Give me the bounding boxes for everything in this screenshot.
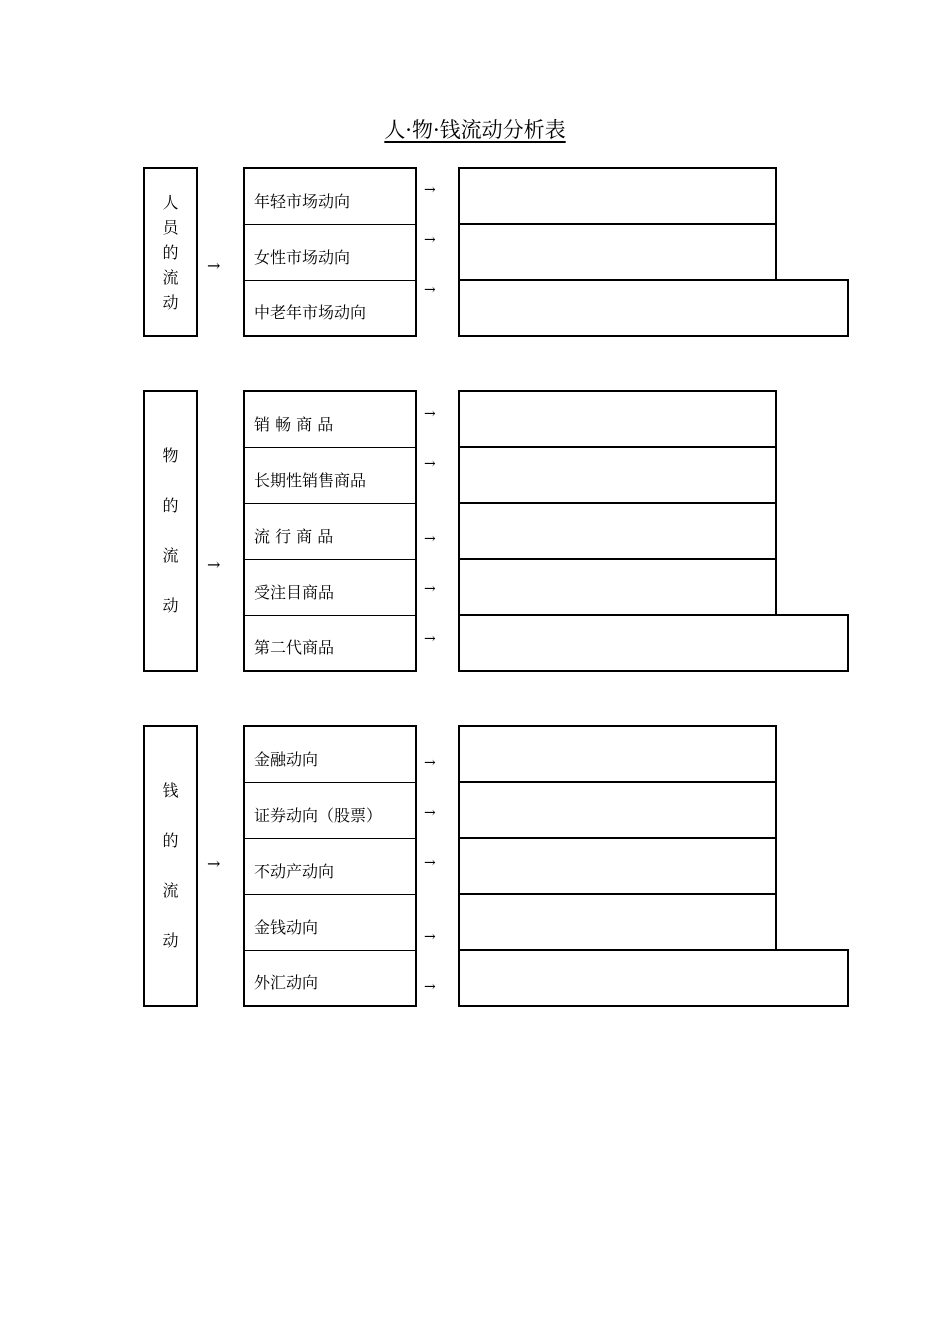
row-label: 金融动向 [245,727,415,783]
right-arrow-icon: → [424,581,436,597]
entry-field[interactable] [458,837,777,895]
row-label: 销 畅 商 品 [245,392,415,448]
vertical-char: 动 [162,931,179,950]
right-arrow-icon: → [424,182,436,198]
right-arrow-icon: → [424,929,436,945]
right-arrow-icon: → [207,256,221,275]
page-title: 人·物·钱流动分析表 [384,118,566,142]
right-arrow-icon: → [424,456,436,472]
vertical-char: 员 [162,217,179,237]
entry-field[interactable] [458,167,777,225]
row-label: 不动产动向 [245,839,415,895]
right-arrow-icon: → [207,555,221,574]
row-label: 金钱动向 [245,895,415,951]
people-flow-label [143,167,198,337]
row-label: 中老年市场动向 [254,303,367,322]
vertical-char: 的 [162,831,179,850]
vertical-char: 人 [162,192,179,212]
row-label: 外汇动向 [254,973,319,992]
row-label: 受注目商品 [245,560,415,616]
row-label: 流 行 商 品 [245,504,415,560]
goods-flow-label [143,390,198,672]
vertical-char: 流 [162,546,179,565]
right-arrow-icon: → [424,855,436,871]
vertical-char: 物 [162,446,179,465]
right-arrow-icon: → [207,854,221,873]
entry-field[interactable] [458,223,777,281]
right-arrow-icon: → [424,755,436,771]
entry-field[interactable] [458,781,777,839]
vertical-char: 的 [162,242,179,262]
vertical-char: 动 [162,292,179,312]
vertical-char: 流 [162,881,179,900]
row-label: 年轻市场动向 [245,169,415,225]
goods-row-labels [243,390,417,672]
row-label: 第二代商品 [254,638,335,657]
entry-field[interactable] [458,725,777,783]
entry-field[interactable] [458,558,777,616]
entry-field[interactable] [458,949,849,1007]
right-arrow-icon: → [424,805,436,821]
vertical-char: 的 [162,496,179,515]
row-label: 证券动向（股票） [245,783,415,839]
vertical-char: 钱 [162,781,179,800]
vertical-char: 流 [162,267,179,287]
right-arrow-icon: → [424,406,436,422]
row-label: 女性市场动向 [245,225,415,281]
row-label: 长期性销售商品 [245,448,415,504]
right-arrow-icon: → [424,531,436,547]
right-arrow-icon: → [424,979,436,995]
people-row-labels [243,167,417,337]
vertical-char: 动 [162,596,179,615]
entry-field[interactable] [458,446,777,504]
entry-field[interactable] [458,893,777,951]
entry-field[interactable] [458,390,777,448]
entry-field[interactable] [458,502,777,560]
entry-field[interactable] [458,279,849,337]
right-arrow-icon: → [424,631,436,647]
money-row-labels [243,725,417,1007]
entry-field[interactable] [458,614,849,672]
right-arrow-icon: → [424,232,436,248]
right-arrow-icon: → [424,282,436,298]
money-flow-label [143,725,198,1007]
